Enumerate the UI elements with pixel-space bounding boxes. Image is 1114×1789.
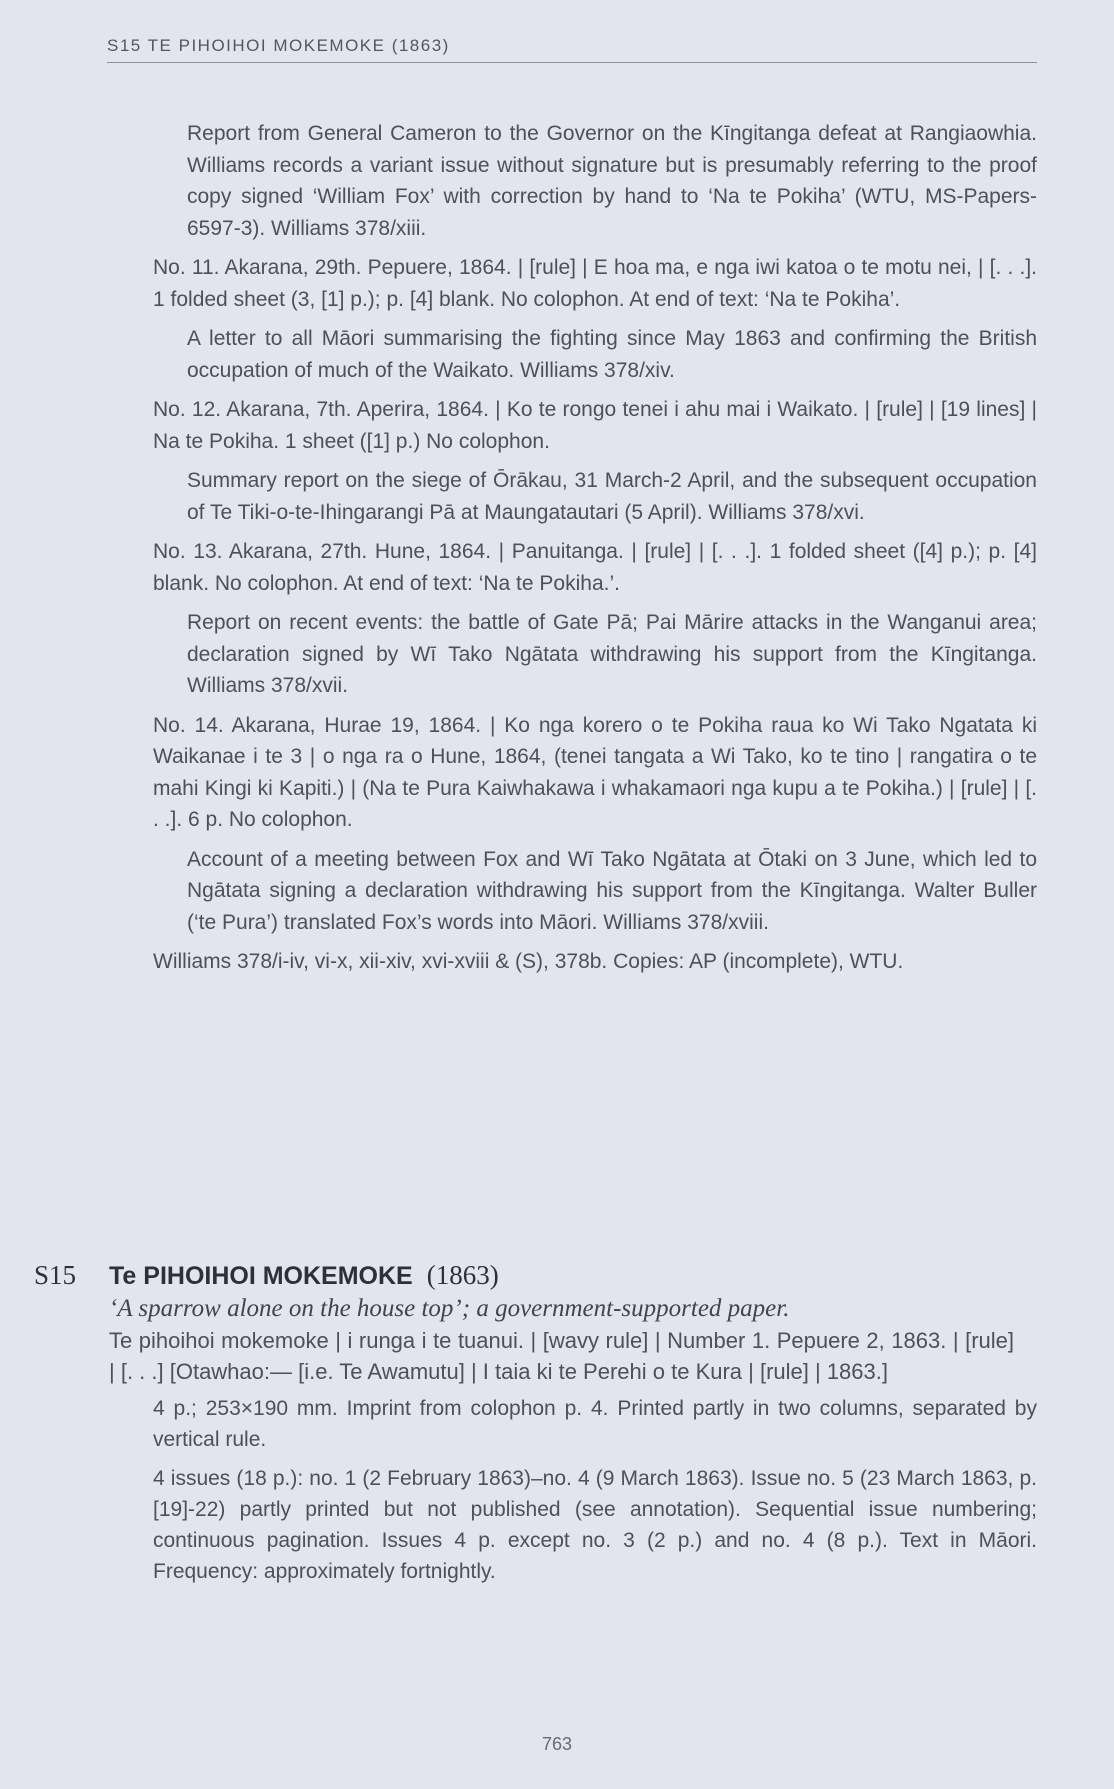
physical-description: 4 p.; 253×190 mm. Imprint from colophon p. 4. Printed partly in two columns, separated by vertical rule. <box>153 1397 1037 1451</box>
page-number: 763 <box>541 1734 573 1754</box>
section-title-line <box>109 1258 499 1293</box>
entry-no14: No. 14. Akarana, Hurae 19, 1864. | Ko nga korero o te Pokiha raua ko Wi Tako Ngatata ki Waikanae i te 3 | o nga ra o Hune, 1864, (tenei tangata a Wi Tako, ko te tino | rangatira o te mahi Kingi ki Kapiti.) | (Na te Pura Kaiwhakawa i whakamaori nga kupu a te Pokiha.) | [rule] | [. . .]. 6 p. No colophon. <box>153 713 1037 831</box>
issues-description: 4 issues (18 p.): no. 1 (2 February 1863)–no. 4 (9 March 1863). Issue no. 5 (23 March 1863, p. [19]-22) partly printed but not published (see annotation). Sequential issue numbering; continuous pagination. Issues 4 p. except no. 3 (2 p.) and no. 4 (8 p.). Text in Māori. Frequency: approximately fortnightly. <box>153 1467 1037 1583</box>
running-head: S15 TE PIHOIHOI MOKEMOKE (1863) <box>107 36 1037 63</box>
entry-no13: No. 13. Akarana, 27th. Hune, 1864. | Panuitanga. | [rule] | [. . .]. 1 folded sheet ([4] p.); p. [4] blank. No colophon. At end of text: ‘Na te Pokiha.’. <box>153 540 1037 595</box>
title-entry: Te pihoihoi mokemoke | i runga i te tuanui. | [wavy rule] | Number 1. Pepuere 2, 1863. | [rule] | [. . .] [Otawhao:— [i.e. Te Awamutu] | I taia ki te Perehi o te Kura | [rule] | 1863.] <box>109 1328 1014 1384</box>
section-subtitle: ‘A sparrow alone on the house top’; a government-supported paper. <box>109 1295 790 1322</box>
annotation-no10: Report from General Cameron to the Governor on the Kīngitanga defeat at Rangiaowhia. Williams records a variant issue without signature but is presumably referring to the proof copy signed ‘William Fox’ with correction by hand to ‘Na te Pokiha’ (WTU, MS-Papers-6597-3). Williams 378/xiii. <box>187 122 1037 240</box>
annotation-no12: Summary report on the siege of Ōrākau, 31 March-2 April, and the subsequent occupation of Te Tiki-o-te-Ihingarangi Pā at Maungatautari (5 April). Williams 378/xvi. <box>187 469 1037 524</box>
annotation-no11: A letter to all Māori summarising the fighting since May 1863 and confirming the British occupation of much of the Waikato. Williams 378/xiv. <box>187 327 1037 382</box>
williams-references: Williams 378/i-iv, vi-x, xii-xiv, xvi-xviii & (S), 378b. Copies: AP (incomplete), WTU. <box>153 950 904 973</box>
entries-block <box>0 118 1114 978</box>
section-heading <box>0 1258 1114 1292</box>
annotation-no13: Report on recent events: the battle of Gate Pā; Pai Mārire attacks in the Wanganui area; declaration signed by Wī Tako Ngātata withdrawing his support from the Kīngitanga. Williams 378/xvii. <box>187 611 1037 697</box>
annotation-no14: Account of a meeting between Fox and Wī Tako Ngātata at Ōtaki on 3 June, which led to Ngātata signing a declaration withdrawing his support from the Kīngitanga. Walter Buller (‘te Pura’) translated Fox’s words into Māori. Williams 378/xviii. <box>187 847 1037 934</box>
section-number: S15 <box>34 1260 77 1290</box>
entry-no11: No. 11. Akarana, 29th. Pepuere, 1864. | [rule] | E hoa ma, e nga iwi katoa o te motu nei, | [. . .]. 1 folded sheet (3, [1] p.); p. [4] blank. No colophon. At end of text: ‘Na te Pokiha’. <box>153 256 1037 311</box>
section-title: Te PIHOIHOI MOKEMOKE <box>109 1262 413 1290</box>
entry-no12: No. 12. Akarana, 7th. Aperira, 1864. | Ko te rongo tenei i ahu mai i Waikato. | [rule] | [19 lines] | Na te Pokiha. 1 sheet ([1] p.) No colophon. <box>153 398 1037 453</box>
section-year: (1863) <box>426 1260 499 1290</box>
section-s15 <box>0 1258 1114 1595</box>
